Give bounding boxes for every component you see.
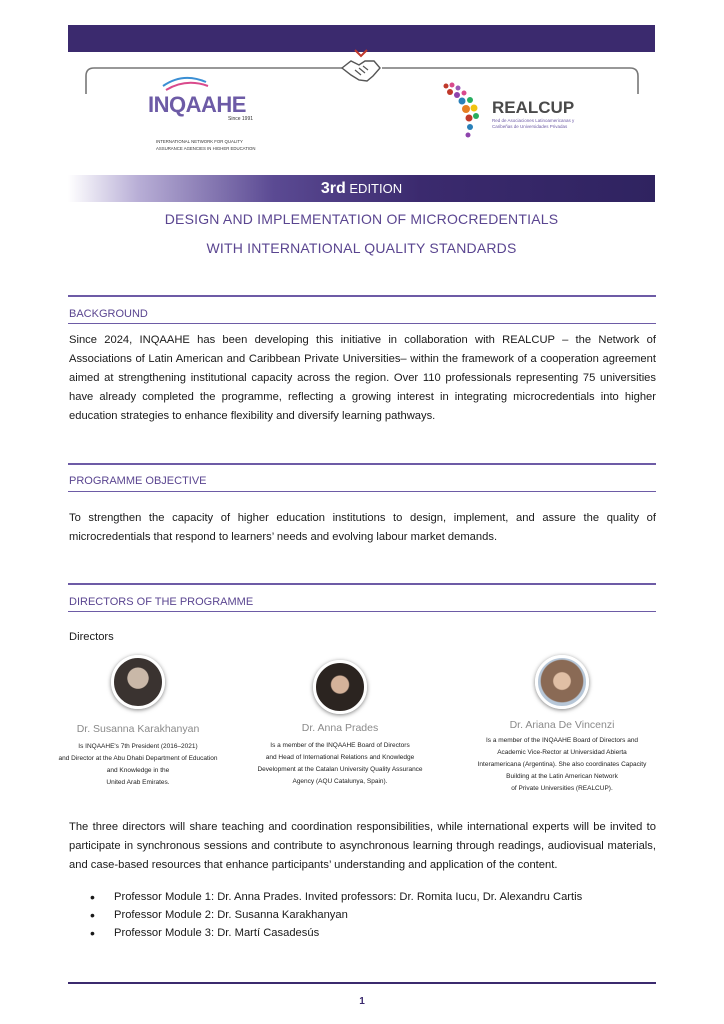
director-card [250,660,430,788]
director-portrait [111,655,165,709]
section-underline [68,611,656,612]
director-card [48,655,228,789]
section-underline [68,323,656,324]
inqaahe-tagline-2: ASSURANCE AGENCIES IN HIGHER EDUCATION [156,146,256,151]
section-divider [68,583,656,585]
section-divider [68,463,656,465]
section-divider [68,295,656,297]
realcup-wordmark: REALCUP [492,98,575,117]
edition-word: EDITION [349,181,403,196]
title-line-1: DESIGN AND IMPLEMENTATION OF MICROCREDENTIALS [164,211,559,227]
director-name: Dr. Ariana De Vincenzi [509,719,615,731]
edition-banner [68,175,655,202]
objective-text: To strengthen the capacity of higher education institutions to design, implement, and assure the quality of microcredentials that respond to learners’ needs and evolving labour market demands. [69,512,656,543]
list-item: • Professor Module 3: Dr. Martí Casadesús [90,924,582,942]
realcup-tagline-1: Red de Asociaciones Latinoamericanas y [492,118,575,123]
director-bio: Is INQAAHE's 7th President (2016–2021) and Director at the Abu Dhabi Department of Education and Knowledge in the United Arab Emirates. [58,743,218,786]
background-heading: BACKGROUND [69,308,148,320]
directors-heading: DIRECTORS OF THE PROGRAMME [69,596,254,608]
inqaahe-logo [148,82,268,154]
list-item: • Professor Module 2: Dr. Susanna Karakhanyan [90,906,582,924]
title-line-2: WITH INTERNATIONAL QUALITY STANDARDS [206,240,517,256]
director-name: Dr. Susanna Karakhanyan [76,723,200,735]
realcup-tagline-2: Caribeñas de Universidades Privadas [492,124,568,129]
director-portrait [313,660,367,714]
background-text: Since 2024, INQAAHE has been developing this initiative in collaboration with REALCUP – the Network of Associations of Latin American and Caribbean Private Universities– within the framework of a cooperation agreement aimed at strengthening institutional capacity across the region. Over 110 professionals representing 75 universities have already completed the programme, reflecting a growing interest in integrating microcredentials into higher education strategies to enhance flexibility and diversify learning pathways. [69,334,656,422]
handshake-icon [339,46,383,86]
director-name: Dr. Anna Prades [301,722,379,734]
objective-heading: PROGRAMME OBJECTIVE [69,475,207,487]
modules-list [90,888,582,942]
inqaahe-wordmark: INQAAHE [148,92,246,117]
director-portrait [535,655,589,709]
inqaahe-tagline-1: INTERNATIONAL NETWORK FOR QUALITY [156,139,243,144]
page-number: 1 [359,996,365,1007]
edition-number: 3rd [320,180,346,197]
realcup-logo [440,80,600,150]
list-item: • Professor Module 1: Dr. Anna Prades. Invited professors: Dr. Romita Iucu, Dr. Alexandru Cartis [90,888,582,906]
directors-subheading: Directors [69,631,114,643]
director-card [462,655,662,795]
inqaahe-since: Since 1991 [228,116,254,122]
director-bio: Is a member of the INQAAHE Board of Directors and Head of International Relations and Knowledge Development at the Catalan University Quality Assurance Agency (AQU Catalunya, Spain). [257,742,423,785]
section-underline [68,491,656,492]
footer-rule [68,982,656,984]
director-bio: Is a member of the INQAAHE Board of Directors and Academic Vice-Rector at Universidad Abierta Interamericana (Argentina). She also coordinates Capacity Building at the Latin American Network of Private Universities (REALCUP). [477,737,647,792]
directors-summary: The three directors will share teaching and coordination responsibilities, while international experts will be invited to participate in synchronous sessions and contribute to asynchronous learning through readings, audiovisual materials, and case-based resources that enhance participants’ understanding and application of the content. [69,821,656,871]
